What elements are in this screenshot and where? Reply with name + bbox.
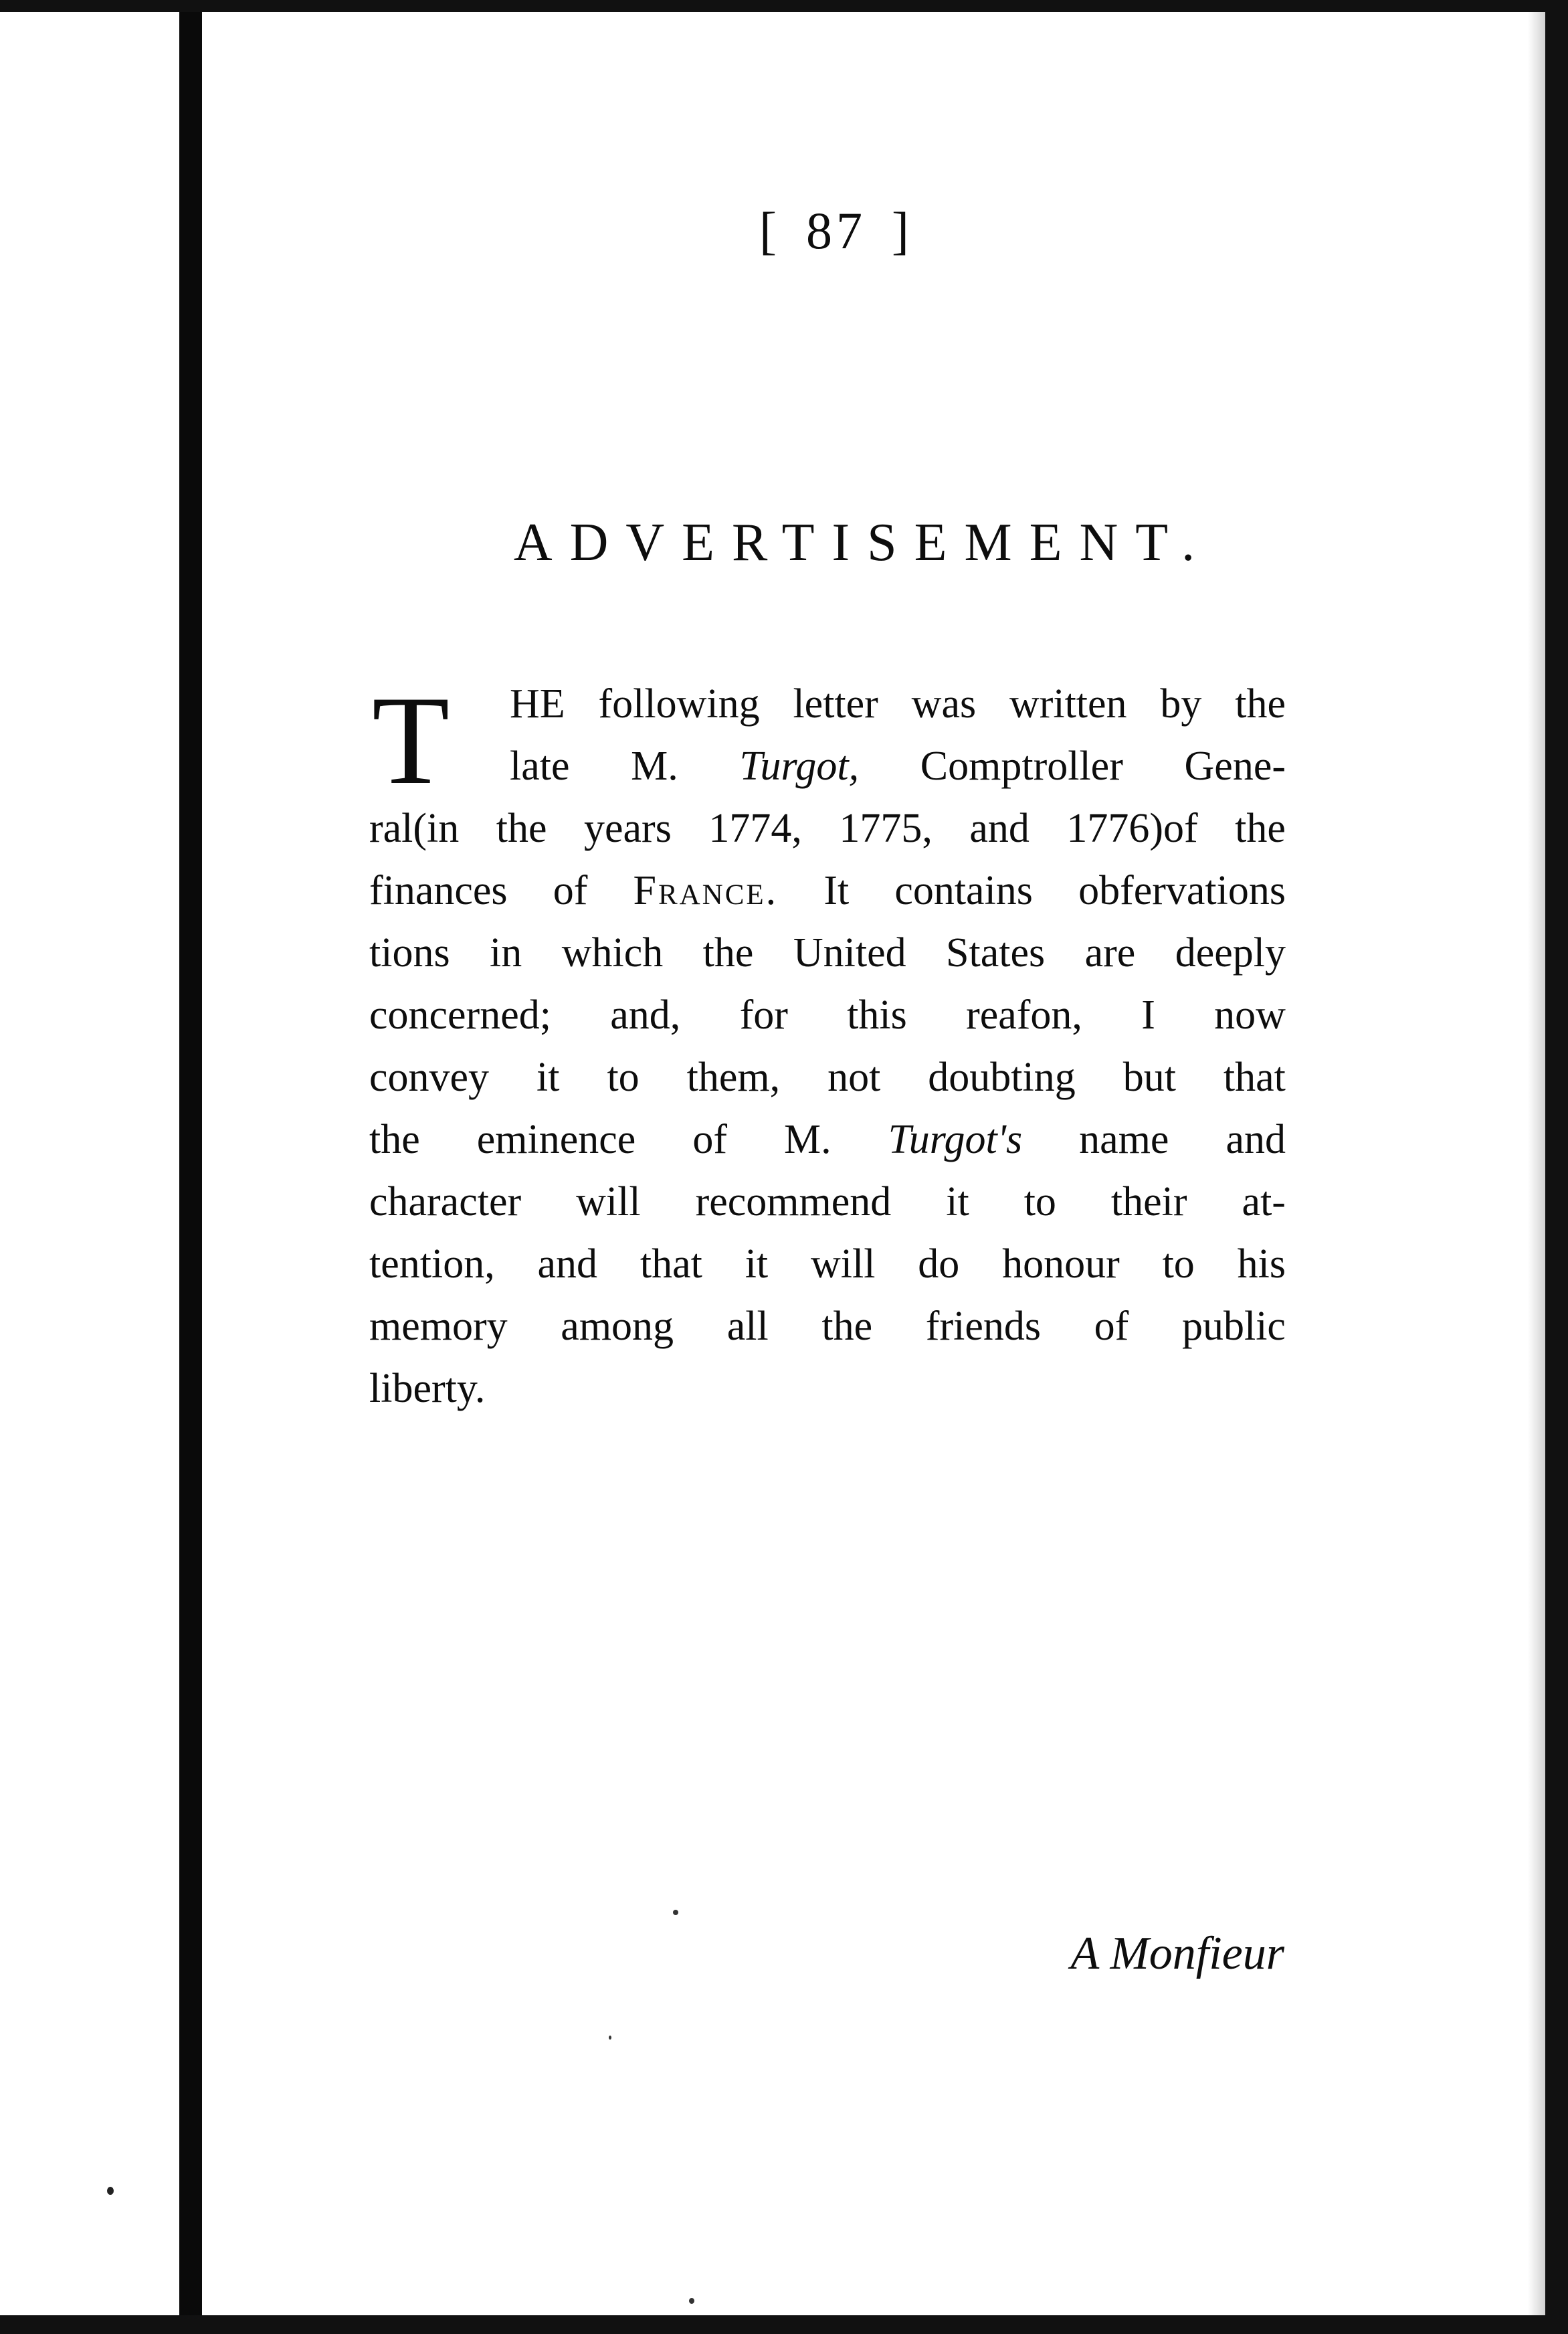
text-line — [369, 1171, 1286, 1233]
word: now — [1214, 992, 1286, 1038]
word: the — [496, 806, 547, 851]
word: Comptroller — [920, 743, 1123, 789]
drop-cap: T — [372, 670, 450, 811]
word: doubting — [928, 1055, 1076, 1100]
word: friends — [925, 1304, 1041, 1349]
word: HE — [510, 681, 565, 727]
word: this — [847, 992, 907, 1038]
word: among — [561, 1304, 674, 1349]
word: Gene- — [1184, 743, 1286, 789]
word: public — [1181, 1304, 1286, 1349]
word: written — [1009, 681, 1127, 727]
word: 1774, — [708, 806, 802, 851]
page-number-value: 87 — [806, 201, 866, 260]
word: their — [1110, 1179, 1187, 1225]
word: at- — [1242, 1179, 1286, 1225]
text-line — [369, 984, 1286, 1047]
ink-speck — [673, 1910, 678, 1915]
word: the — [1235, 806, 1286, 851]
word: was — [911, 681, 977, 727]
text-line — [369, 798, 1286, 860]
word: it — [745, 1241, 769, 1287]
ink-speck — [107, 2187, 114, 2195]
word: it — [946, 1179, 969, 1225]
word: do — [918, 1241, 960, 1287]
word: M. — [783, 1117, 831, 1162]
word: It — [823, 868, 850, 913]
word: the — [821, 1304, 873, 1349]
word: States — [946, 930, 1046, 976]
word: United — [793, 930, 906, 976]
word: his — [1237, 1241, 1286, 1287]
facing-page-edge — [0, 0, 179, 2334]
ink-speck — [609, 2036, 611, 2040]
word: recommend — [695, 1179, 892, 1225]
word: will — [576, 1179, 641, 1225]
word: and — [537, 1241, 598, 1287]
text-line — [369, 1295, 1286, 1358]
page-number — [729, 201, 943, 261]
word-italic: Turgot, — [739, 743, 860, 789]
advertisement-paragraph — [369, 670, 1286, 1420]
word: contains — [894, 868, 1033, 913]
word: and, — [610, 992, 681, 1038]
text-line — [369, 1358, 1286, 1420]
book-gutter — [179, 0, 202, 2334]
word: following — [598, 681, 760, 727]
word: letter — [793, 681, 878, 727]
word: ral(in — [369, 806, 460, 851]
page-edge-shadow — [1528, 12, 1545, 2315]
word: character — [369, 1179, 522, 1225]
word: I — [1141, 992, 1155, 1038]
word-italic: Turgot's — [888, 1117, 1023, 1162]
word: not — [827, 1055, 881, 1100]
word: 1776)of — [1066, 806, 1198, 851]
word: tions — [369, 930, 450, 976]
word: of — [553, 868, 588, 913]
word: honour — [1002, 1241, 1120, 1287]
word: 1775, — [839, 806, 933, 851]
word: reafon, — [966, 992, 1082, 1038]
text-line — [369, 1233, 1286, 1295]
text-line — [369, 673, 1286, 735]
scan-border-right — [1545, 0, 1568, 2334]
word: the — [702, 930, 754, 976]
word: to — [607, 1055, 640, 1100]
word: deeply — [1175, 930, 1286, 976]
text-line — [369, 735, 1286, 798]
word: concerned; — [369, 992, 551, 1038]
word: obfervations — [1078, 868, 1286, 913]
word: and — [1226, 1117, 1286, 1162]
word: by — [1160, 681, 1202, 727]
word: all — [726, 1304, 769, 1349]
word: name — [1079, 1117, 1169, 1162]
word: will — [810, 1241, 876, 1287]
word: to — [1023, 1179, 1056, 1225]
word-small-caps: France. — [633, 868, 779, 913]
word: M. — [631, 743, 678, 789]
word: that — [640, 1241, 702, 1287]
page-heading: ADVERTISEMENT. — [513, 513, 1213, 572]
word: finances — [369, 868, 508, 913]
word: late — [510, 743, 570, 789]
word: years — [584, 806, 672, 851]
word: the — [369, 1117, 420, 1162]
word: in — [490, 930, 522, 976]
word: are — [1084, 930, 1136, 976]
word: that — [1223, 1055, 1286, 1100]
catchword: A Monfieur — [1070, 1928, 1284, 1979]
text-line — [369, 1047, 1286, 1109]
word: liberty. — [369, 1366, 486, 1411]
ink-speck — [689, 2298, 694, 2304]
word: of — [692, 1117, 727, 1162]
word: the — [1235, 681, 1286, 727]
word: convey — [369, 1055, 490, 1100]
scan-border-top — [0, 0, 1568, 12]
word: but — [1122, 1055, 1176, 1100]
word: to — [1162, 1241, 1195, 1287]
word: for — [739, 992, 788, 1038]
scan-border-bottom — [0, 2315, 1568, 2334]
word: them, — [686, 1055, 781, 1100]
text-line — [369, 860, 1286, 922]
word: eminence — [476, 1117, 636, 1162]
page-number-bracket-left: [ — [759, 201, 781, 260]
word: which — [561, 930, 664, 976]
word: memory — [369, 1304, 508, 1349]
word: of — [1094, 1304, 1129, 1349]
text-line — [369, 1109, 1286, 1171]
page-number-bracket-right: ] — [892, 201, 913, 260]
text-line — [369, 922, 1286, 984]
word: and — [969, 806, 1030, 851]
word: tention, — [369, 1241, 495, 1287]
word: it — [536, 1055, 560, 1100]
